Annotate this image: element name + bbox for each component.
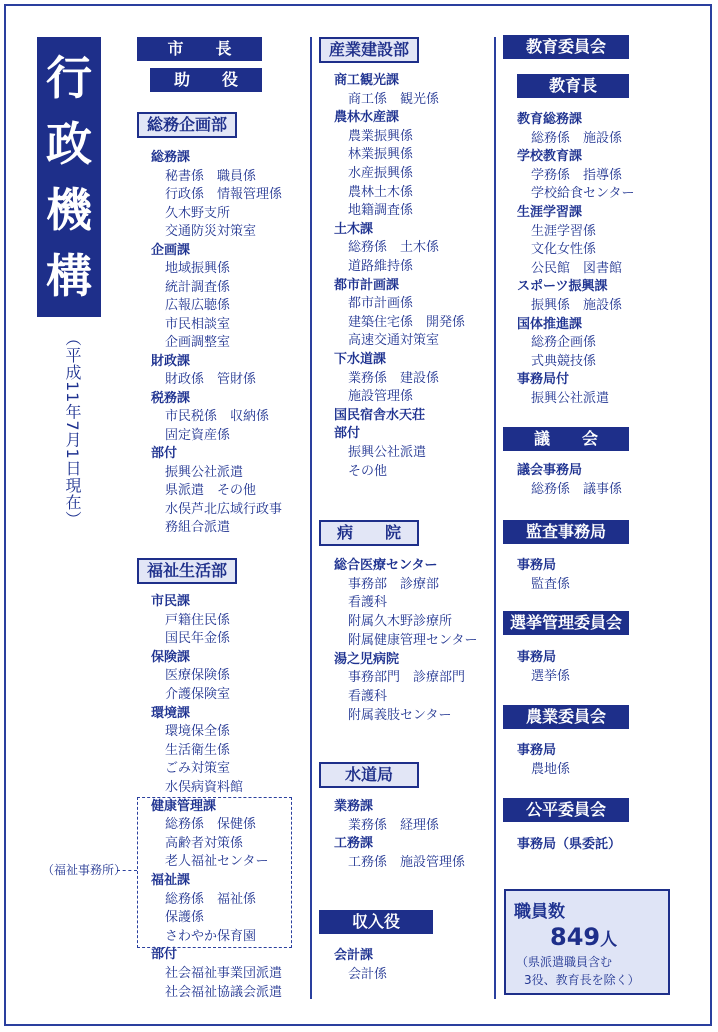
section-item: ごみ対策室 xyxy=(165,761,231,777)
section-item: 総務係 福祉係 xyxy=(165,891,257,907)
section-item: 文化女性係 xyxy=(531,242,597,258)
dept-header-byoin: 病 院 xyxy=(319,520,419,546)
section-heading: 業務課 xyxy=(334,799,374,814)
page-title xyxy=(37,37,101,317)
section-item: 看護科 xyxy=(348,688,388,704)
section-heading: 農林水産課 xyxy=(334,110,400,126)
section-item: 県派遣 その他 xyxy=(165,483,257,498)
section-heading: 下水道課 xyxy=(334,352,387,367)
section-heading: 保険課 xyxy=(151,649,191,665)
section-item: 事務部門 診療部門 xyxy=(348,670,466,686)
section-item: 附属義肢センター xyxy=(348,707,452,723)
section-item: 保護係 xyxy=(165,910,205,926)
column-divider xyxy=(310,37,312,999)
council-header: 議 会 xyxy=(503,427,629,451)
section-item: 社会福祉事業団派遣 xyxy=(165,966,283,981)
section-item: 学校給食センター xyxy=(531,186,635,202)
section-heading: 国体推進課 xyxy=(517,316,583,332)
staff-count-note: （県派遣職員含む xyxy=(516,955,613,969)
section-item: 統計調査係 xyxy=(165,279,231,295)
section-heading: 土木課 xyxy=(334,221,374,237)
section-item: 総務係 施設係 xyxy=(531,130,623,146)
section-heading: 部付 xyxy=(151,947,178,963)
section-item: 道路維持係 xyxy=(348,259,414,274)
section-heading: 生涯学習課 xyxy=(517,205,583,220)
section-heading: 環境課 xyxy=(151,705,191,721)
section-heading: 事務局 xyxy=(517,650,557,665)
section-heading: 商工観光課 xyxy=(334,73,400,88)
section-item: 国民年金係 xyxy=(165,631,231,647)
section-item: 老人福祉センター xyxy=(165,854,269,870)
section-item: 林業振興係 xyxy=(348,147,414,163)
fairness-committee-header: 公平委員会 xyxy=(503,798,629,822)
section-item: 水俣芦北広域行政事 xyxy=(165,501,283,517)
dept-header-somu: 総務企画部 xyxy=(137,112,237,138)
staff-count-box xyxy=(504,889,670,995)
title-char: 構 xyxy=(46,249,92,303)
section-heading: 教育総務課 xyxy=(517,112,583,127)
section-item: 企画調整室 xyxy=(165,335,231,350)
section-item: 交通防災対策室 xyxy=(165,224,257,239)
section-item: 医療保険係 xyxy=(165,668,231,684)
dept-header-suido: 水道局 xyxy=(319,762,419,788)
date-note: （平成11年7月1日現在） xyxy=(63,330,82,528)
section-item: 式典競技係 xyxy=(531,353,597,369)
section-heading: 事務局 xyxy=(517,558,557,573)
section-item: 農地係 xyxy=(531,761,571,777)
dept-header-sangyo: 産業建設部 xyxy=(319,37,419,63)
section-heading: 部付 xyxy=(334,426,361,442)
section-item: さわやか保育園 xyxy=(165,928,257,944)
section-item: 業務係 建設係 xyxy=(348,370,440,386)
section-item: 事務部 診療部 xyxy=(348,576,440,592)
staff-count-note: 3役、教育長を除く） xyxy=(524,973,640,987)
section-item: 財政係 管財係 xyxy=(165,372,257,387)
section-item: 総務係 議事係 xyxy=(531,481,623,497)
education-committee-header: 教育委員会 xyxy=(503,35,629,59)
section-item: 務組合派遣 xyxy=(165,520,231,535)
section-heading: 湯之児病院 xyxy=(334,651,400,667)
title-char: 機 xyxy=(46,183,92,237)
section-heading: 事務局 xyxy=(517,743,557,758)
section-heading: 部付 xyxy=(151,446,178,461)
section-item: 広報広聴係 xyxy=(165,298,231,313)
section-heading: 総合医療センター xyxy=(334,558,438,573)
welfare-office-label: （福祉事務所） xyxy=(42,863,127,877)
section-item: 施設管理係 xyxy=(348,389,414,405)
section-item: 学務係 指導係 xyxy=(531,167,623,183)
section-heading: 議会事務局 xyxy=(517,463,583,478)
welfare-office-box xyxy=(137,797,292,948)
section-item: その他 xyxy=(348,463,388,479)
section-item: 久木野支所 xyxy=(165,205,231,221)
section-item: 水俣病資料館 xyxy=(165,780,244,795)
section-item: 介護保険室 xyxy=(165,687,231,702)
section-item: 農業振興係 xyxy=(348,128,414,144)
section-item: 総務係 土木係 xyxy=(348,240,440,256)
section-item: 地籍調査係 xyxy=(348,203,414,219)
title-char: 行 xyxy=(46,51,92,105)
section-item: 振興公社派遣 xyxy=(531,391,610,406)
section-item: 総務企画係 xyxy=(531,335,597,351)
section-item: 市民相談室 xyxy=(165,316,231,332)
section-item: 市民税係 収納係 xyxy=(165,409,270,424)
section-heading: 事務局付 xyxy=(517,372,570,388)
election-committee-header: 選挙管理委員会 xyxy=(503,611,629,635)
section-item: 高齢者対策係 xyxy=(165,835,244,851)
section-item: 公民館 図書館 xyxy=(531,260,623,276)
section-heading: 都市計画課 xyxy=(334,277,400,293)
section-heading: スポーツ振興課 xyxy=(517,279,608,295)
agriculture-committee-header: 農業委員会 xyxy=(503,705,629,729)
section-heading: 会計課 xyxy=(334,948,374,963)
section-item: 看護科 xyxy=(348,595,388,611)
section-item: 地域振興係 xyxy=(165,261,231,276)
section-heading: 税務課 xyxy=(151,390,191,406)
deputy-mayor-header: 助 役 xyxy=(150,68,262,92)
section-item: 工務係 施設管理係 xyxy=(348,854,466,870)
section-item: 行政係 情報管理係 xyxy=(165,187,283,202)
section-heading: 学校教育課 xyxy=(517,149,583,165)
staff-count-label: 職員数 xyxy=(514,902,565,922)
staff-count-unit: 人 xyxy=(600,930,618,950)
section-item: 附属久木野診療所 xyxy=(348,614,453,630)
section-heading: 健康管理課 xyxy=(151,798,217,814)
section-item: 会計係 xyxy=(348,966,388,982)
section-heading: 工務課 xyxy=(334,836,374,851)
audit-header: 監査事務局 xyxy=(503,520,629,544)
section-heading: 企画課 xyxy=(151,242,191,258)
mayor-header: 市 長 xyxy=(137,37,262,61)
section-item: 都市計画係 xyxy=(348,296,414,312)
section-heading: 国民宿舎水天荘 xyxy=(334,407,426,423)
section-item: 秘書係 職員係 xyxy=(165,168,257,184)
section-item: 業務係 経理係 xyxy=(348,817,440,833)
dept-header-fukushi: 福祉生活部 xyxy=(137,558,237,584)
section-item: 生涯学習係 xyxy=(531,223,597,239)
section-item: 商工係 観光係 xyxy=(348,91,440,107)
section-item: 社会福祉協議会派遣 xyxy=(165,984,283,1000)
section-heading: 総務課 xyxy=(151,150,191,165)
section-item: 振興公社派遣 xyxy=(348,445,427,460)
section-heading: 福祉課 xyxy=(151,873,191,888)
section-item: 環境保全係 xyxy=(165,724,231,740)
section-heading: 財政課 xyxy=(151,353,191,369)
section-item: 監査係 xyxy=(531,576,571,592)
section-item: 振興公社派遣 xyxy=(165,464,244,480)
section-item: 生活衛生係 xyxy=(165,742,231,758)
section-item: 振興係 施設係 xyxy=(531,298,623,313)
section-heading: 事務局（県委託） xyxy=(517,837,622,852)
section-item: 戸籍住民係 xyxy=(165,612,231,628)
section-heading: 市民課 xyxy=(151,594,191,609)
section-item: 附属健康管理センター xyxy=(348,632,478,648)
section-item: 総務係 保健係 xyxy=(165,817,257,833)
section-item: 選挙係 xyxy=(531,668,571,684)
title-char: 政 xyxy=(46,117,92,171)
section-item: 高速交通対策室 xyxy=(348,333,440,349)
section-item: 固定資産係 xyxy=(165,427,231,443)
section-item: 農林土木係 xyxy=(348,184,414,200)
staff-count-number: 849 xyxy=(550,923,601,951)
section-item: 建築住宅係 開発係 xyxy=(348,314,466,330)
section-item: 水産振興係 xyxy=(348,166,414,181)
superintendent-header: 教育長 xyxy=(517,74,629,98)
dept-header-shunyu: 収入役 xyxy=(319,910,433,934)
column-divider xyxy=(494,37,496,999)
